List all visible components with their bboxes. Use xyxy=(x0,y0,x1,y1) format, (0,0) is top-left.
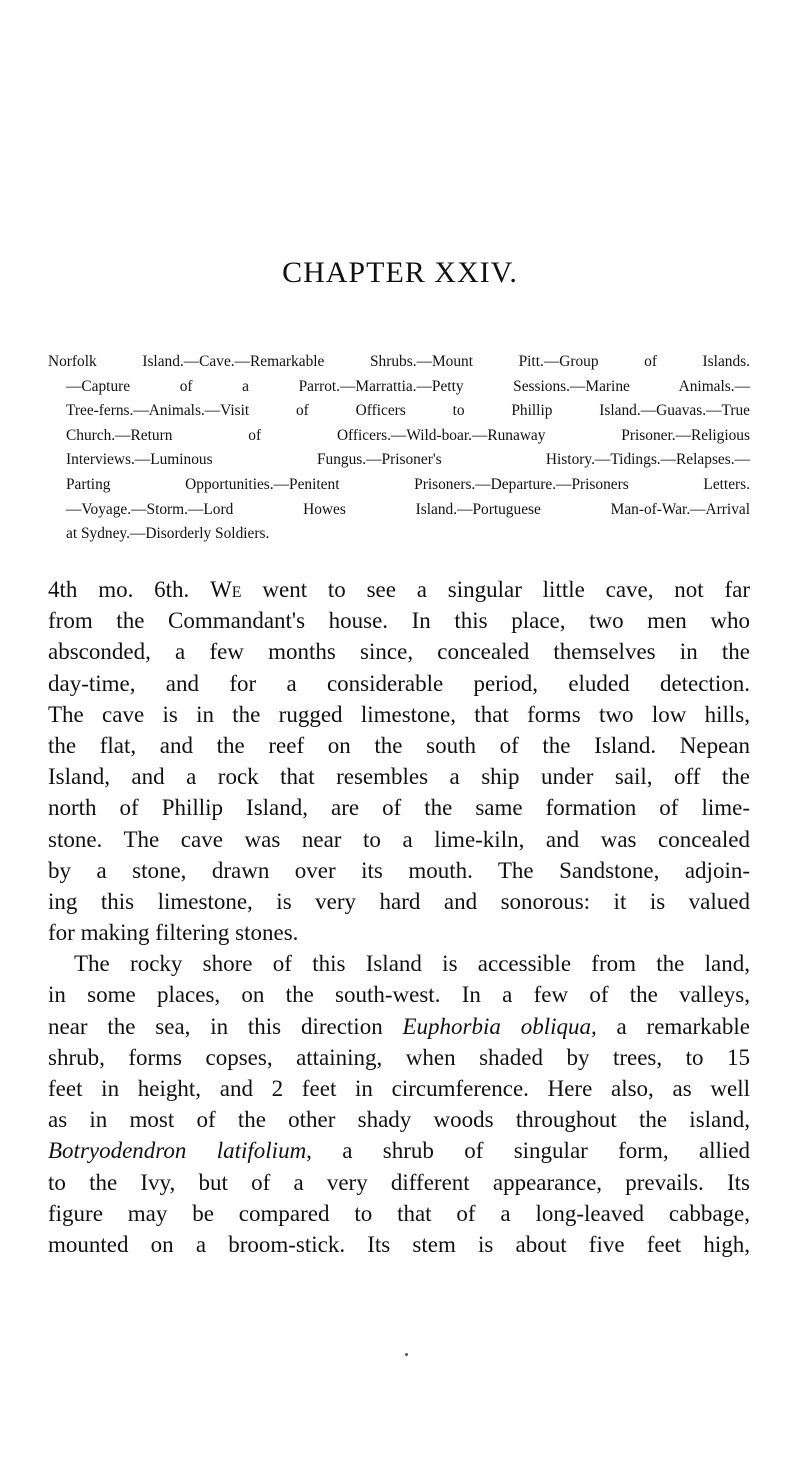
summary-line: Parting Opportunities.—Penitent Prisoners.—Departure.—Prisoners Letters. xyxy=(66,475,750,493)
paragraph-1-line: north of Phillip Island, are of the same formation of lime- xyxy=(48,795,750,821)
paragraph-2-line xyxy=(48,1135,750,1166)
ink-speck xyxy=(405,1353,408,1356)
paragraph-1-line: for making filtering stones. xyxy=(48,920,299,946)
chapter-title: CHAPTER XXIV. xyxy=(282,256,518,289)
paragraph-2-line: as in most of the other shady woods throughout the island, xyxy=(48,1107,750,1133)
paragraph-1-line: stone. The cave was near to a lime-kiln, and was concealed xyxy=(48,826,750,852)
chapter-summary xyxy=(48,350,750,547)
paragraph-2-line: to the Ivy, but of a very different appearance, prevails. Its xyxy=(48,1169,750,1195)
paragraph-1-line: the flat, and the reef on the south of the Island. Nepean xyxy=(48,732,750,758)
summary-line: Tree-ferns.—Animals.—Visit of Officers to Phillip Island.—Guavas.—True xyxy=(66,402,750,420)
summary-line: —Voyage.—Storm.—Lord Howes Island.—Portuguese Man-of-War.—Arrival xyxy=(66,500,750,518)
drop-word: We xyxy=(210,577,242,602)
paragraph-1-line: absconded, a few months since, concealed themselves in the xyxy=(48,639,750,665)
paragraph-2-line: The rocky shore of this Island is accessible from the land, xyxy=(74,951,750,977)
entry-date: 4th mo. 6th. xyxy=(48,577,190,602)
paragraph-2-line: shrub, forms copses, attaining, when shaded by trees, to 15 xyxy=(48,1044,750,1070)
paragraph-2-line: figure may be compared to that of a long-leaved cabbage, xyxy=(48,1200,750,1226)
text-run: went to see a singular little cave, not far xyxy=(262,577,751,602)
paragraph-2-line xyxy=(48,1011,750,1042)
paragraph-2-line: feet in height, and 2 feet in circumference. Here also, as well xyxy=(48,1076,750,1101)
summary-line: Norfolk Island.—Cave.—Remarkable Shrubs.—Mount Pitt.—Group of Islands. xyxy=(48,353,750,370)
summary-line: Church.—Return of Officers.—Wild-boar.—Runaway Prisoner.—Religious xyxy=(66,426,750,444)
species-name: Euphorbia obliqua, xyxy=(402,1013,597,1039)
paragraph-2-line: in some places, on the south-west. In a few of the valleys, xyxy=(48,982,750,1008)
paragraph-1-line: by a stone, drawn over its mouth. The Sandstone, adjoin- xyxy=(48,857,750,883)
paragraph-1-line: The cave is in the rugged limestone, that forms two low hills, xyxy=(48,701,750,727)
text-run: a remarkable xyxy=(596,1013,750,1039)
paragraph-1-line: Island, and a rock that resembles a ship under sail, off the xyxy=(48,764,750,790)
paragraph-1-line xyxy=(48,574,750,605)
paragraph-2-line: mounted on a broom-stick. Its stem is about five feet high, xyxy=(48,1231,750,1257)
summary-line: —Capture of a Parrot.—Marrattia.—Petty Sessions.—Marine Animals.— xyxy=(66,377,750,395)
species-name: Botryodendron latifolium, xyxy=(48,1138,312,1164)
body-text xyxy=(48,574,750,1260)
summary-line: Interviews.—Luminous Fungus.—Prisoner's History.—Tidings.—Relapses.— xyxy=(66,451,750,469)
paragraph-1-line: from the Commandant's house. In this place, two men who xyxy=(48,608,750,634)
summary-line: at Sydney.—Disorderly Soldiers. xyxy=(66,525,270,543)
paragraph-1-line: ing this limestone, is very hard and sonorous: it is valued xyxy=(48,888,750,914)
paragraph-1-line: day-time, and for a considerable period, eluded detection. xyxy=(48,670,750,696)
text-run: a shrub of singular form, allied xyxy=(311,1138,751,1164)
text-run: near the sea, in this direction xyxy=(48,1013,403,1039)
